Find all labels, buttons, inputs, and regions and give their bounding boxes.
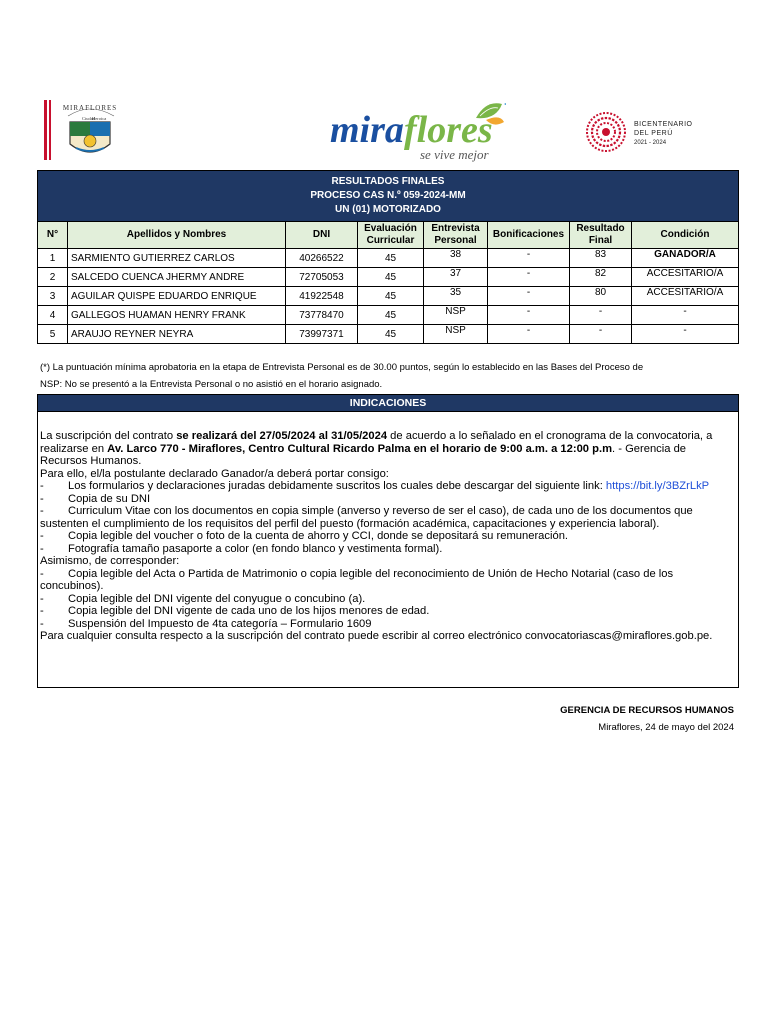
cell-bonificaciones: -	[488, 287, 570, 306]
cell-dni: 73997371	[286, 325, 358, 344]
header-evaluacion: Evaluación Curricular	[358, 222, 424, 249]
forms-link[interactable]: https://bit.ly/3BZrLkP	[605, 480, 710, 492]
list-item: - Los formularios y declaraciones juradas debidamente suscritos los cuales debe descargar del siguiente link: https://bit.ly/3BZrLkP	[40, 480, 710, 492]
header-resultado: Resultado Final	[570, 222, 632, 249]
note-minimum-score: (*) La puntuación mínima aprobatoria en la etapa de Entrevista Personal es de 30.00 puntos, según lo establecido en las Bases del Proceso de	[40, 362, 644, 373]
header-condicion: Condición	[632, 222, 739, 249]
list-item: - Curriculum Vitae con los documentos en copia simple (anverso y reverso de ser el caso), de cada uno de los documentos que sustenten el cumplimiento de los requisitos del perfil del puesto (formación académica, capacitaciones y experiencia laboral).	[40, 505, 693, 530]
cell-dni: 72705053	[286, 268, 358, 287]
list-item: - Copia legible del voucher o foto de la cuenta de ahorro y CCI, donde se depositará su remuneración.	[40, 530, 569, 542]
cell-entrevista: 37	[424, 268, 488, 287]
table-row	[38, 249, 739, 268]
cell-bonificaciones: -	[488, 268, 570, 287]
table-row	[38, 306, 739, 325]
list-item: - Suspensión del Impuesto de 4ta categoría – Formulario 1609	[40, 617, 372, 630]
miraflores-seal-logo	[40, 96, 124, 164]
header-entrevista: Entrevista Personal	[424, 222, 488, 249]
cell-n: 2	[38, 268, 68, 287]
cell-bonificaciones: -	[488, 249, 570, 268]
svg-text:MIRAFLORES: MIRAFLORES	[62, 104, 118, 112]
indicaciones-paragraph-4: Para cualquier consulta respecto a la suscripción del contrato puede escribir al correo electrónico convocatoriascas@miraflores.gob.pe.	[40, 630, 713, 642]
table-row	[38, 325, 739, 344]
svg-text:flores: flores	[404, 109, 493, 151]
cell-condicion: ACCESITARIO/A	[632, 287, 739, 306]
svg-text:Ciudad: Ciudad	[82, 116, 95, 121]
cell-dni: 41922548	[286, 287, 358, 306]
cell-n: 4	[38, 306, 68, 325]
header-dni: DNI	[286, 222, 358, 249]
table-row	[38, 268, 739, 287]
cell-nombre: SALCEDO CUENCA JHERMY ANDRE	[68, 268, 286, 287]
cell-nombre: AGUILAR QUISPE EDUARDO ENRIQUE	[68, 287, 286, 306]
cell-n: 1	[38, 249, 68, 268]
header-nombres: Apellidos y Nombres	[68, 222, 286, 249]
list-item: - Copia legible del DNI vigente del conyugue o concubino (a).	[40, 592, 366, 605]
bicentenario-logo	[584, 110, 724, 154]
cell-dni: 73778470	[286, 306, 358, 325]
cell-n: 3	[38, 287, 68, 306]
cell-entrevista: NSP	[424, 325, 488, 344]
office-signature: GERENCIA DE RECURSOS HUMANOS	[560, 705, 734, 716]
indicaciones-paragraph-2: Para ello, el/la postulante declarado Ganador/a deberá portar consigo:	[40, 467, 389, 480]
header-n: N°	[38, 222, 68, 249]
cell-condicion: GANADOR/A	[632, 249, 739, 268]
cell-resultado: 83	[570, 249, 632, 268]
cell-evaluacion: 45	[358, 249, 424, 268]
cell-condicion: -	[632, 306, 739, 325]
cell-evaluacion: 45	[358, 287, 424, 306]
cell-evaluacion: 45	[358, 268, 424, 287]
header-bonificaciones: Bonificaciones	[488, 222, 570, 249]
indicaciones-box	[37, 394, 739, 688]
cell-resultado: 82	[570, 268, 632, 287]
svg-text:BICENTENARIO: BICENTENARIO	[634, 121, 693, 128]
cell-evaluacion: 45	[358, 325, 424, 344]
svg-text:se vive mejor: se vive mejor	[420, 147, 489, 162]
svg-text:DEL PERÚ: DEL PERÚ	[634, 130, 673, 137]
list-item: - Copia legible del Acta o Partida de Matrimonio o copia legible del reconocimiento de Unión de Hecho Notarial (caso de los concubinos).	[40, 567, 674, 592]
results-table	[37, 170, 739, 344]
table-title-line-3: UN (01) MOTORIZADO	[335, 204, 441, 215]
cell-bonificaciones: -	[488, 325, 570, 344]
miraflores-brand-logo	[326, 96, 506, 166]
table-title	[38, 171, 739, 222]
cell-bonificaciones: -	[488, 306, 570, 325]
cell-entrevista: NSP	[424, 306, 488, 325]
cell-entrevista: 38	[424, 249, 488, 268]
svg-text:2021 - 2024: 2021 - 2024	[634, 140, 667, 146]
indicaciones-body	[38, 412, 738, 643]
svg-text:Heroica: Heroica	[92, 116, 107, 121]
cell-resultado: -	[570, 306, 632, 325]
table-title-line-2: PROCESO CAS N.º 059-2024-MM	[310, 190, 466, 201]
table-row	[38, 287, 739, 306]
cell-nombre: GALLEGOS HUAMAN HENRY FRANK	[68, 306, 286, 325]
note-nsp: NSP: No se presentó a la Entrevista Personal o no asistió en el horario asignado.	[40, 379, 383, 390]
cell-condicion: -	[632, 325, 739, 344]
cell-n: 5	[38, 325, 68, 344]
cell-evaluacion: 45	[358, 306, 424, 325]
svg-text:mira: mira	[330, 109, 404, 151]
cell-resultado: -	[570, 325, 632, 344]
cell-nombre: SARMIENTO GUTIERREZ CARLOS	[68, 249, 286, 268]
list-item: - Fotografía tamaño pasaporte a color (en fondo blanco y vestimenta formal).	[40, 542, 443, 555]
indicaciones-paragraph-1: La suscripción del contrato se realizará del 27/05/2024 al 31/05/2024 de acuerdo a lo señalado en el cronograma de la convocatoria, a realizarse en Av. Larco 770 - Miraflores, Centro Cultural Ricardo Palma en el horario de 9:00 a.m. a 12:00 p.m. - Gerencia de Recursos Humanos.	[40, 430, 713, 467]
table-title-line-1: RESULTADOS FINALES	[331, 176, 445, 187]
list-item: - Copia de su DNI	[40, 492, 151, 505]
list-item: - Copia legible del DNI vigente de cada uno de los hijos menores de edad.	[40, 605, 430, 617]
indicaciones-paragraph-3: Asimismo, de corresponder:	[40, 555, 180, 567]
cell-dni: 40266522	[286, 249, 358, 268]
cell-condicion: ACCESITARIO/A	[632, 268, 739, 287]
place-date: Miraflores, 24 de mayo del 2024	[598, 722, 734, 733]
table-header-row	[38, 222, 739, 249]
cell-nombre: ARAUJO REYNER NEYRA	[68, 325, 286, 344]
indicaciones-title: INDICACIONES	[38, 395, 738, 412]
cell-resultado: 80	[570, 287, 632, 306]
cell-entrevista: 35	[424, 287, 488, 306]
